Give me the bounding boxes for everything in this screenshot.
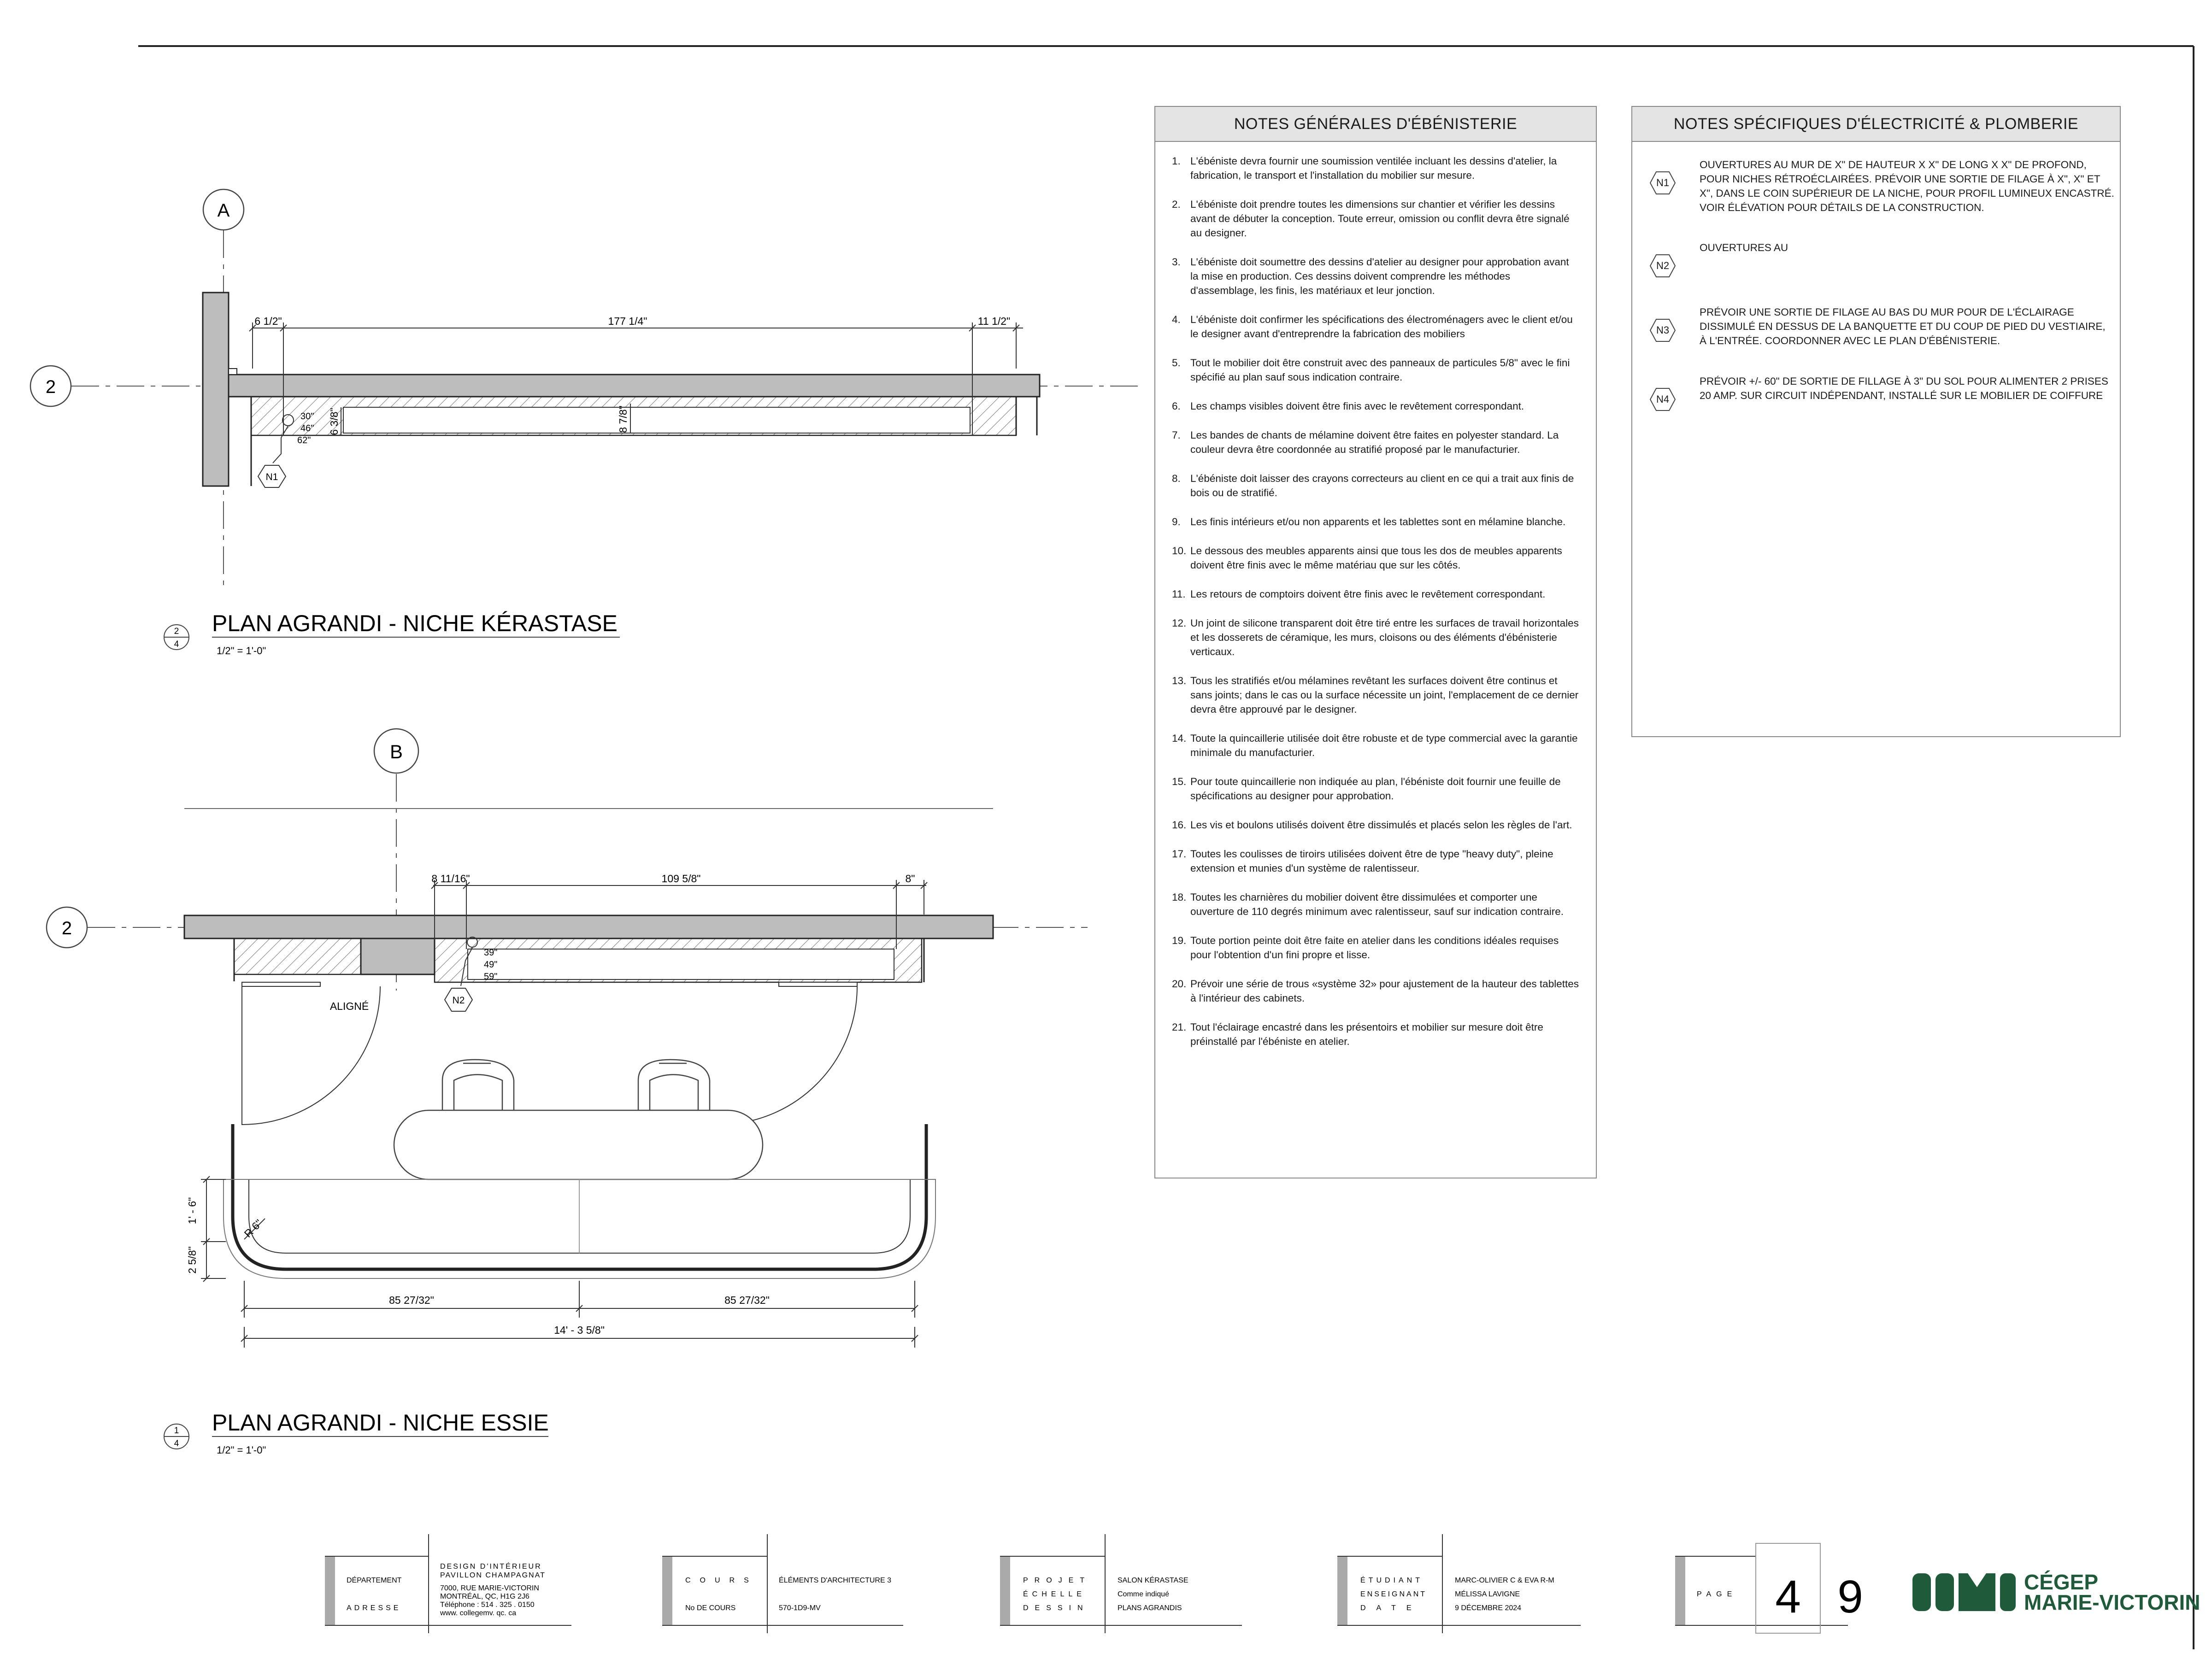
- wall-horizontal: [184, 915, 993, 938]
- general-note-text: Le dessous des meubles apparents ainsi que tous les dos de meubles apparents doivent être finis avec le même matériau que sur les côtés.: [1190, 545, 1562, 571]
- wall-column: [203, 293, 229, 486]
- general-note-number: 16.: [1172, 819, 1187, 831]
- note-tag-hexagon-icon: [1650, 254, 1676, 277]
- view-title: PLAN AGRANDI - NICHE ESSIE: [212, 1410, 549, 1436]
- dim-label: 85 27/32": [389, 1294, 434, 1306]
- note-tag-hexagon-icon: [1650, 319, 1676, 342]
- specific-note-text: PRÉVOIR UNE SORTIE DE FILAGE AU BAS DU MUR POUR DE L'ÉCLAIRAGE DISSIMULÉ EN DESSUS DE LA BANQUETTE ET DU COUP DE PIED DU VESTIAIRE, À L'ENTRÉE. COORDONNER AVEC LE PLAN D'ÉBÉNISTERIE.: [1700, 306, 2106, 346]
- general-note-number: 15.: [1172, 776, 1187, 787]
- tb-adresse-label: ADRESSE: [347, 1604, 401, 1612]
- general-note-item: [1172, 818, 1579, 832]
- general-note-text: Toutes les charnières du mobilier doivent être dissimulées et comporter une ouverture de 110 degrés minimum avec ralentisseur, sauf sur indication contraire.: [1190, 891, 1564, 917]
- general-note-item: [1172, 312, 1579, 341]
- grid-label-2a: 2: [45, 377, 56, 397]
- general-note-item: [1172, 356, 1579, 384]
- grid-label-b: B: [389, 741, 403, 762]
- angle-label: 39": [484, 948, 498, 958]
- general-notes-panel: [1154, 106, 1597, 1178]
- tb-etudiant-label: ÉTUDIANT: [1360, 1577, 1423, 1584]
- view-scale: 1/2" = 1'-0": [217, 1444, 266, 1456]
- general-note-item: [1172, 399, 1579, 413]
- general-note-item: [1172, 255, 1579, 298]
- cegep-logo-icon: [1912, 1573, 2016, 1611]
- dim-label: 11 1/2": [977, 315, 1011, 327]
- tb-date-value: 9 DÉCEMBRE 2024: [1455, 1604, 1522, 1612]
- general-note-text: Les finis intérieurs et/ou non apparents et les tablettes sont en mélamine blanche.: [1190, 516, 1566, 528]
- specific-notes-panel: [1631, 106, 2121, 737]
- general-note-text: Les champs visibles doivent être finis avec le revêtement correspondant.: [1190, 400, 1524, 412]
- tb-cours-label: COURS: [685, 1577, 758, 1584]
- dim-label: 8 7/8": [617, 405, 629, 433]
- general-note-number: 8.: [1172, 473, 1181, 484]
- general-note-text: L'ébéniste devra fournir une soumission ventilée incluant les dessins d'atelier, la fabrication, le transport et l'installation du mobilier sur mesure.: [1190, 155, 1557, 181]
- tb-etudiant-value: MARC-OLIVIER C & EVA R-M: [1455, 1577, 1554, 1584]
- dim-label: 85 27/32": [724, 1294, 770, 1306]
- general-note-text: Tous les stratifiés et/ou mélamines revêtant les surfaces doivent être continus et sans joints; dans le cas ou la surface nécessite un joint, l'emplacement de ce dernier devra être approuvé par le designer.: [1190, 675, 1579, 715]
- angle-label: 62": [297, 435, 311, 446]
- general-note-number: 13.: [1172, 675, 1187, 686]
- tb-enseignant-label: ENSEIGNANT: [1360, 1590, 1427, 1598]
- general-note-item: [1172, 515, 1579, 529]
- specific-note-tag: N3: [1656, 324, 1670, 336]
- tb-dessin-label: DESSIN: [1023, 1604, 1089, 1612]
- grid-label-2b: 2: [61, 918, 72, 938]
- tb-dessin-value: PLANS AGRANDIS: [1118, 1604, 1182, 1612]
- plan-essie: [47, 729, 1088, 1456]
- niche-opening: [343, 407, 970, 433]
- dim-label: 8 11/16": [431, 873, 470, 885]
- general-note-item: [1172, 471, 1579, 500]
- tb-enseignant-value: MÉLISSA LAVIGNE: [1455, 1590, 1520, 1598]
- note-tag-hexagon-icon: [1650, 171, 1676, 194]
- general-note-number: 4.: [1172, 314, 1181, 325]
- dim-label: 109 5/8": [661, 873, 701, 885]
- tb-no-cours-label: No DE COURS: [685, 1604, 736, 1612]
- niche-hatch-left: [234, 938, 361, 974]
- view-scale: 1/2" = 1'-0": [217, 645, 266, 657]
- chair-left: [442, 1060, 514, 1113]
- tb-projet-label: PROJET: [1023, 1577, 1091, 1584]
- specific-note-tag: N1: [1656, 177, 1670, 188]
- plan-kerastase: [30, 189, 1138, 657]
- table: [394, 1110, 763, 1179]
- general-note-text: Tout le mobilier doit être construit avec des panneaux de particules 5/8" avec le fini spécifié au plan sauf sous indication contraire.: [1190, 357, 1570, 383]
- general-note-number: 3.: [1172, 256, 1181, 268]
- dim-label: 1' - 6": [186, 1197, 198, 1225]
- general-note-text: Toute la quincaillerie utilisée doit être robuste et de type commercial avec la garantie minimale du manufacturier.: [1190, 733, 1578, 758]
- general-note-number: 11.: [1172, 588, 1186, 600]
- tb-page-label: PAGE: [1697, 1590, 1737, 1598]
- general-notes-list: [1155, 142, 1596, 1049]
- view-ref-top: 1: [174, 1426, 179, 1436]
- general-note-item: [1172, 774, 1579, 803]
- specific-notes-title: NOTES SPÉCIFIQUES D'ÉLECTRICITÉ & PLOMBERIE: [1632, 107, 2120, 142]
- specific-note-text: OUVERTURES AU MUR DE X" DE HAUTEUR X X" DE LONG X X" DE PROFOND, POUR NICHES RÉTROÉCLAIRÉES. PRÉVOIR UNE SORTIE DE FILAGE À X", X" ET X", DANS LE COIN SUPÉRIEUR DE LA NICHE, POUR PROFIL LUMINEUX ENCASTRÉ. VOIR ÉLÉVATION POUR DÉTAILS DE LA CONSTRUCTION.: [1700, 159, 2114, 213]
- grid-label-a: A: [217, 200, 230, 221]
- tb-echelle-label: ÉCHELLE: [1023, 1590, 1086, 1598]
- general-note-number: 10.: [1172, 545, 1187, 557]
- general-note-item: [1172, 731, 1579, 760]
- tag-n1-label: N1: [265, 472, 278, 482]
- general-note-item: [1172, 197, 1579, 240]
- logo-line1: CÉGEP: [2024, 1570, 2099, 1594]
- tag-n2-label: N2: [452, 995, 465, 1006]
- tb-no-cours-value: 570-1D9-MV: [779, 1604, 821, 1612]
- general-note-text: Un joint de silicone transparent doit être tiré entre les surfaces de travail horizontales et les dosserets de céramique, les murs, cloisons ou des éléments d'ébénisterie verticaux.: [1190, 617, 1579, 657]
- note-tag-hexagon-icon: [1650, 388, 1676, 411]
- general-note-number: 18.: [1172, 891, 1187, 903]
- general-note-number: 5.: [1172, 357, 1181, 369]
- dim-label: 8": [905, 873, 915, 885]
- general-note-text: Les retours de comptoirs doivent être finis avec le revêtement correspondant.: [1190, 588, 1546, 600]
- logo-line2: MARIE-VICTORIN: [2024, 1590, 2200, 1614]
- general-note-text: Toutes les coulisses de tiroirs utilisées doivent être de type "heavy duty", pleine extension et munies d'un système de ralentisseur.: [1190, 848, 1553, 874]
- angle-label: 30": [300, 411, 314, 422]
- general-note-item: [1172, 674, 1579, 716]
- dim-label: 2 5/8": [186, 1246, 198, 1274]
- general-note-item: [1172, 428, 1579, 457]
- general-note-item: [1172, 933, 1579, 962]
- specific-note-tag: N2: [1656, 260, 1670, 271]
- tb-adresse-value: www. collegemv. qc. ca: [440, 1609, 517, 1617]
- general-note-number: 6.: [1172, 400, 1181, 412]
- tb-departement-label: DÉPARTEMENT: [347, 1577, 402, 1584]
- general-note-number: 21.: [1172, 1021, 1187, 1033]
- wall-horizontal: [229, 375, 1040, 397]
- tb-departement-value: DESIGN D'INTÉRIEUR: [440, 1563, 542, 1571]
- specific-note-text: PRÉVOIR +/- 60" DE SORTIE DE FILLAGE À 3" DU SOL POUR ALIMENTER 2 PRISES 20 AMP. SUR CIRCUIT INDÉPENDANT, INSTALLÉ SUR LE MOBILIER DE COIFFURE: [1700, 375, 2108, 401]
- angle-label: 46": [300, 423, 314, 434]
- view-ref-top: 2: [174, 627, 179, 636]
- general-note-item: [1172, 977, 1579, 1005]
- general-note-number: 20.: [1172, 978, 1187, 990]
- general-note-number: 14.: [1172, 733, 1187, 744]
- dim-label: 177 1/4": [608, 315, 647, 327]
- tb-cours-value: ÉLÉMENTS D'ARCHITECTURE 3: [779, 1577, 891, 1584]
- general-note-number: 19.: [1172, 935, 1187, 946]
- general-note-item: [1172, 1020, 1579, 1049]
- general-note-text: L'ébéniste doit confirmer les spécifications des électroménagers avec le client et/ou le designer avant d'entreprendre la fabrication des mobiliers: [1190, 314, 1573, 340]
- dim-label: 6 3/8": [328, 408, 340, 435]
- chair-right: [638, 1060, 710, 1113]
- tb-departement-value: PAVILLON CHAMPAGNAT: [440, 1571, 546, 1579]
- general-note-number: 2.: [1172, 199, 1181, 210]
- specific-note-tag: N4: [1656, 393, 1670, 405]
- general-note-text: Les vis et boulons utilisés doivent être dissimulés et placés selon les règles de l'art.: [1190, 819, 1572, 831]
- general-note-text: Toute portion peinte doit être faite en atelier dans les conditions idéales requises pour l'obtention d'un fini propre et lisse.: [1190, 935, 1559, 961]
- niche-opening: [468, 949, 894, 979]
- tb-echelle-value: Comme indiqué: [1118, 1590, 1170, 1598]
- tb-adresse-value: Téléphone : 514 . 325 . 0150: [440, 1601, 535, 1609]
- tb-page-total: 9: [1837, 1571, 1863, 1623]
- general-note-text: L'ébéniste doit soumettre des dessins d'atelier au designer pour approbation avant la mise en production. Ces dessins doivent comprendre les méthodes d'assemblage, les finis, les matériaux et leur jonction.: [1190, 256, 1569, 296]
- tb-projet-value: SALON KÉRASTASE: [1118, 1577, 1188, 1584]
- general-note-item: [1172, 616, 1579, 659]
- view-ref-bottom: 4: [174, 639, 179, 649]
- radius-label: R 6": [241, 1217, 265, 1240]
- general-notes-title: NOTES GÉNÉRALES D'ÉBÉNISTERIE: [1155, 107, 1596, 142]
- general-note-item: [1172, 890, 1579, 919]
- general-note-item: [1172, 847, 1579, 875]
- general-note-number: 9.: [1172, 516, 1181, 528]
- general-note-text: Tout l'éclairage encastré dans les présentoirs et mobilier sur mesure doit être préinstallé par l'ébéniste en atelier.: [1190, 1021, 1543, 1047]
- angle-label: 59": [484, 972, 498, 982]
- general-note-item: [1172, 544, 1579, 572]
- general-note-text: L'ébéniste doit prendre toutes les dimensions sur chantier et vérifier les dessins avant de débuter la conception. Toute erreur, omission ou conflit devra être signalé au designer.: [1190, 199, 1570, 239]
- door-swing-right: [719, 986, 857, 1125]
- column-block: [361, 938, 435, 974]
- general-note-item: [1172, 587, 1579, 601]
- view-title: PLAN AGRANDI - NICHE KÉRASTASE: [212, 610, 618, 636]
- tb-adresse-value: MONTRÉAL, QC, H1G 2J6: [440, 1593, 529, 1600]
- dim-label: 6 1/2": [254, 315, 282, 327]
- general-note-number: 7.: [1172, 429, 1181, 441]
- general-note-text: L'ébéniste doit laisser des crayons correcteurs au client en ce qui a trait aux finis de bois ou de stratifié.: [1190, 473, 1574, 498]
- dim-label: 14' - 3 5/8": [554, 1324, 605, 1336]
- angle-label: 49": [484, 960, 498, 970]
- tb-adresse-value: 7000, RUE MARIE-VICTORIN: [440, 1584, 539, 1592]
- tb-date-label: DATE: [1360, 1604, 1422, 1612]
- general-note-item: [1172, 154, 1579, 182]
- title-block: [325, 1534, 2200, 1633]
- general-note-text: Pour toute quincaillerie non indiquée au plan, l'ébéniste doit fournir une feuille de spécifications au designer pour approbation.: [1190, 776, 1561, 802]
- wall-stub: [229, 369, 237, 375]
- general-note-number: 1.: [1172, 155, 1181, 167]
- tb-page-number: 4: [1775, 1571, 1801, 1623]
- general-note-text: Les bandes de chants de mélamine doivent être faites en polyester standard. La couleur devra être coordonnée au stratifié proposé par le manufacturier.: [1190, 429, 1559, 455]
- general-note-text: Prévoir une série de trous «système 32» pour ajustement de la hauteur des tablettes à l'intérieur des cabinets.: [1190, 978, 1579, 1004]
- general-note-number: 12.: [1172, 617, 1187, 629]
- aligne-label: ALIGNÉ: [329, 1000, 369, 1012]
- specific-note-text: OUVERTURES AU: [1700, 242, 1788, 253]
- view-ref-bottom: 4: [174, 1439, 179, 1448]
- general-note-number: 17.: [1172, 848, 1187, 860]
